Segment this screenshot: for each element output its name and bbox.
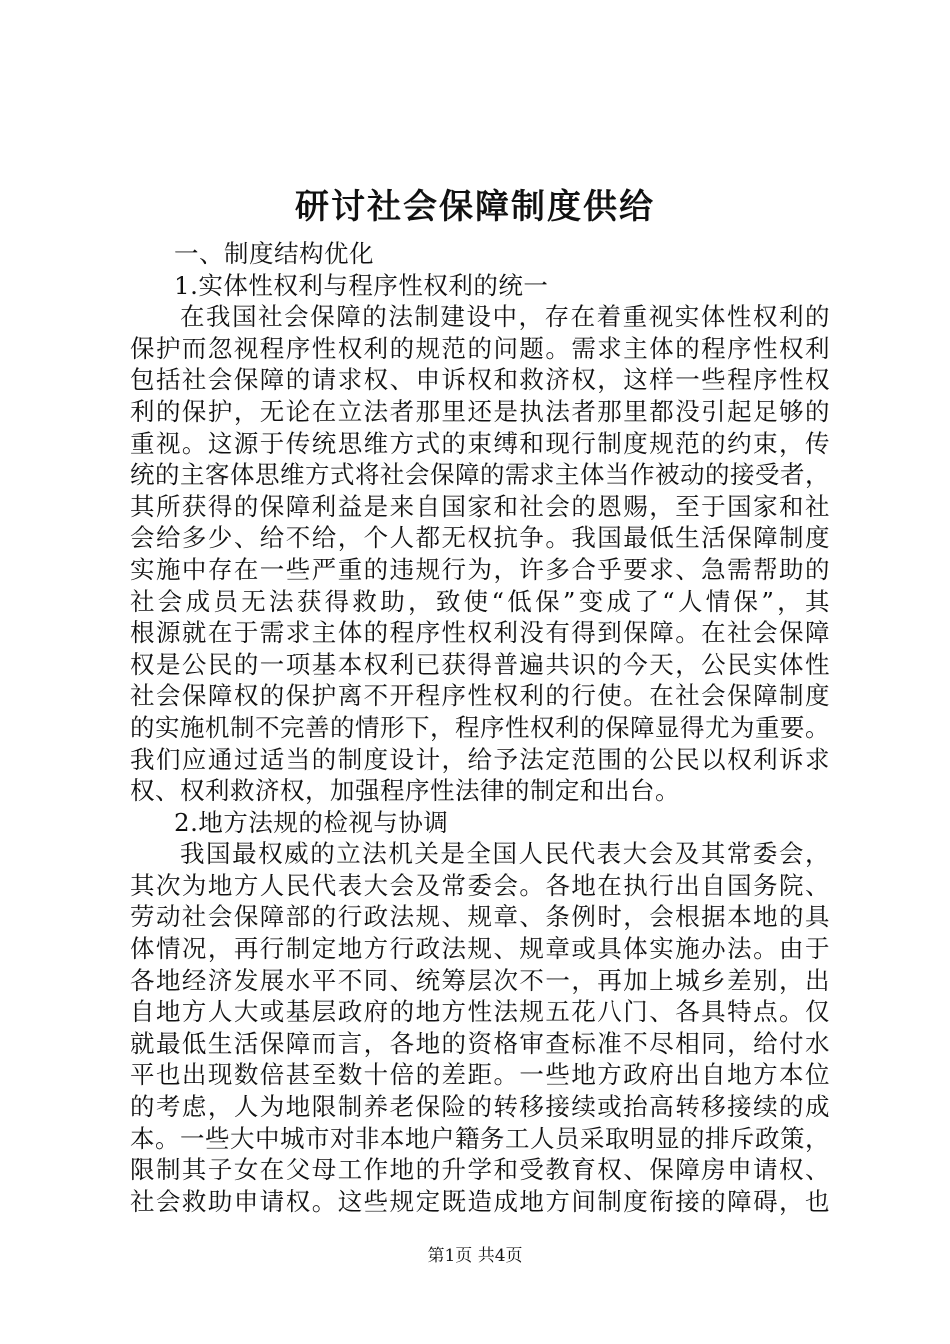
page-footer: 第1页 共4页: [427, 1246, 523, 1266]
paragraph-line: 劳动社会保障部的行政法规、规章、条例时，会根据本地的具: [130, 902, 830, 932]
paragraph-line: 的实施机制不完善的情形下，程序性权利的保障显得尤为重要。: [130, 712, 830, 742]
paragraph-line: 实施中存在一些严重的违规行为，许多合乎要求、急需帮助的: [130, 554, 830, 584]
document-body: [130, 238, 830, 1217]
paragraph-line: 会给多少、给不给，个人都无权抗争。我国最低生活保障制度: [130, 523, 830, 553]
paragraph-line: 就最低生活保障而言，各地的资格审查标准不尽相同，给付水: [130, 1028, 830, 1058]
paragraph-line: 限制其子女在父母工作地的升学和受教育权、保障房申请权、: [130, 1155, 830, 1185]
paragraph-line: 其所获得的保障利益是来自国家和社会的恩赐，至于国家和社: [130, 491, 830, 521]
paragraph-line: 在我国社会保障的法制建设中，存在着重视实体性权利的: [180, 302, 830, 332]
section-heading: 一、制度结构优化: [174, 239, 374, 268]
paragraph-line: 本。一些大中城市对非本地户籍务工人员采取明显的排斥政策，: [130, 1123, 830, 1153]
paragraph-line: 其次为地方人民代表大会及常委会。各地在执行出自国务院、: [130, 870, 830, 900]
paragraph-line: 包括社会保障的请求权、申诉权和救济权，这样一些程序性权: [130, 365, 830, 395]
page-title: 研讨社会保障制度供给: [295, 187, 655, 227]
section-heading: 2.地方法规的检视与协调: [174, 807, 449, 837]
paragraph-line: 利的保护，无论在立法者那里还是执法者那里都没引起足够的: [130, 396, 830, 426]
paragraph-line: 我国最权威的立法机关是全国人民代表大会及其常委会，: [180, 839, 830, 869]
paragraph-line: 社会保障权的保护离不开程序性权利的行使。在社会保障制度: [130, 681, 830, 711]
paragraph-line: 保护而忽视程序性权利的规范的问题。需求主体的程序性权利: [130, 333, 830, 363]
paragraph-line: 体情况，再行制定地方行政法规、规章或具体实施办法。由于: [130, 934, 830, 964]
section-heading: 1.实体性权利与程序性权利的统一: [174, 270, 549, 300]
paragraph-line: 权是公民的一项基本权利已获得普遍共识的今天，公民实体性: [130, 649, 830, 679]
paragraph-line: 各地经济发展水平不同、统筹层次不一，再加上城乡差别，出: [130, 965, 830, 995]
paragraph-line: 权、权利救济权，加强程序性法律的制定和出台。: [130, 776, 680, 806]
paragraph-line: 平也出现数倍甚至数十倍的差距。一些地方政府出自地方本位: [130, 1060, 830, 1090]
paragraph-line: 重视。这源于传统思维方式的束缚和现行制度规范的约束，传: [130, 428, 830, 458]
paragraph-line: 根源就在于需求主体的程序性权利没有得到保障。在社会保障: [130, 618, 830, 648]
paragraph-line: 自地方人大或基层政府的地方性法规五花八门、各具特点。仅: [130, 997, 830, 1027]
paragraph-line: 社会救助申请权。这些规定既造成地方间制度衔接的障碍，也: [130, 1186, 830, 1216]
paragraph-line: 社会成员无法获得救助，致使“低保”变成了“人情保”，其: [130, 586, 830, 616]
paragraph-line: 的考虑，人为地限制养老保险的转移接续或抬高转移接续的成: [130, 1092, 830, 1122]
paragraph-line: 统的主客体思维方式将社会保障的需求主体当作被动的接受者，: [130, 460, 830, 490]
paragraph-line: 我们应通过适当的制度设计，给予法定范围的公民以权利诉求: [130, 744, 830, 774]
